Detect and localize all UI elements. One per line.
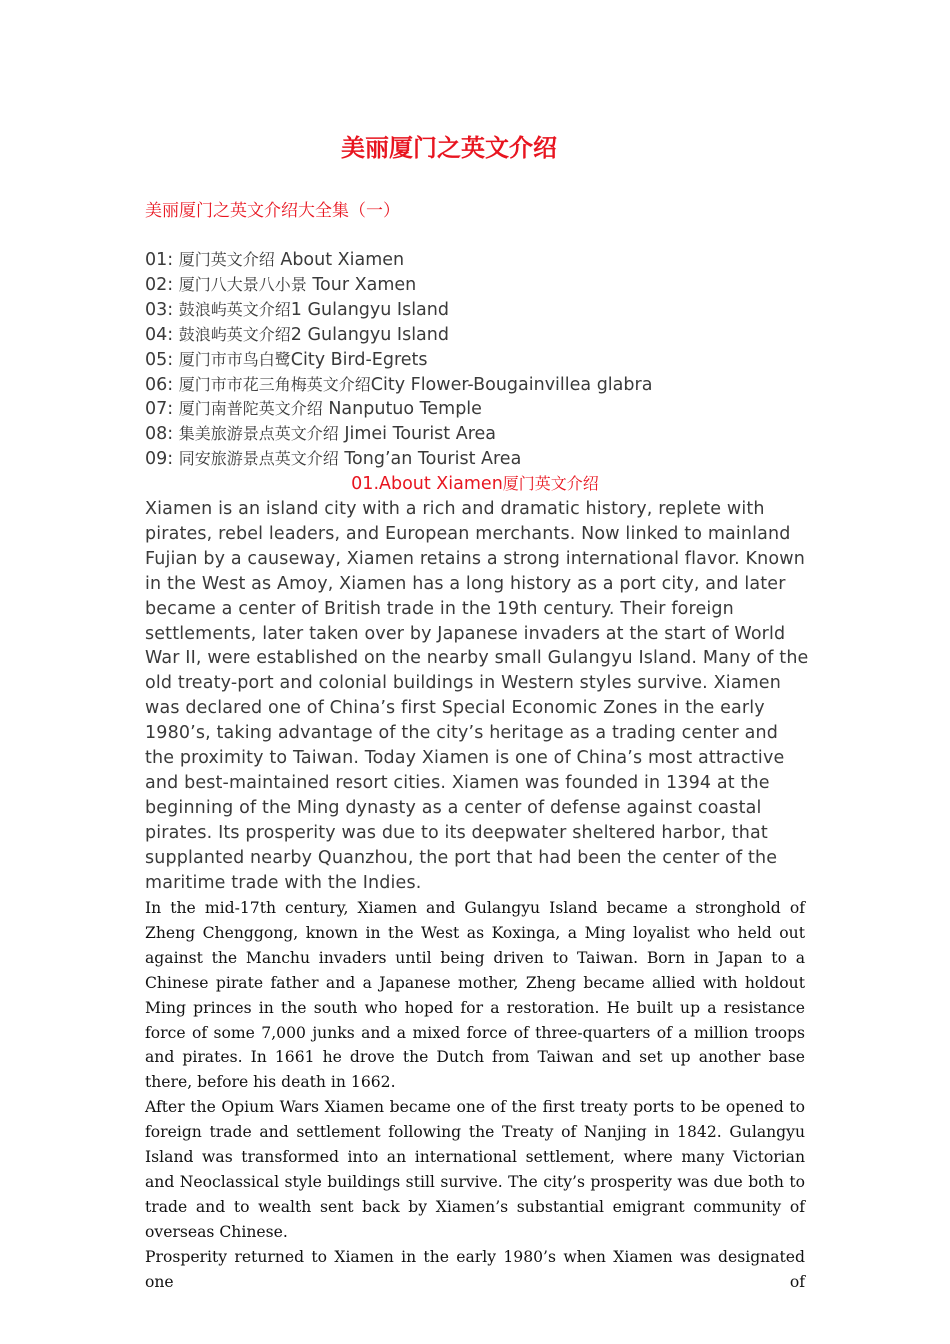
- section-heading-chinese: 厦门英文介绍: [502, 474, 599, 493]
- toc-english-title: Nanputuo Temple: [328, 399, 482, 420]
- toc-english-title: City Flower-Bougainvillea glabra: [370, 374, 653, 395]
- toc-english-title: 2 Gulangyu Island: [290, 324, 449, 345]
- toc-item: [145, 323, 652, 348]
- toc-chinese-title: 同安旅游景点英文介绍: [178, 449, 339, 469]
- page-subtitle: 美丽厦门之英文介绍大全集（一）: [145, 201, 400, 221]
- toc-chinese-title: 厦门市市花三角梅英文介绍: [178, 374, 371, 394]
- toc-chinese-title: 厦门八大景八小景: [178, 274, 307, 294]
- intro-paragraph: Xiamen is an island city with a rich and dramatic history, replete with pirates, rebel leaders, and European merchants. Now linked to mainland Fujian by a causeway, Xiamen retains a strong international flavor. Known in the West as Amoy, Xiamen has a long history as a port city, and later became a center of British trade in the 19th century. Their foreign settlements, later taken over by Japanese invaders at the start of World War II, were established on the nearby small Gulangyu Island. Many of the old treaty-port and colonial buildings in Western styles survive. Xiamen was declared one of China’s first Special Economic Zones in the early 1980’s, taking advantage of the city’s heritage as a trading center and the proximity to Taiwan. Today Xiamen is one of China’s most attractive and best-maintained resort cities. Xiamen was founded in 1394 at the beginning of the Ming dynasty as a center of defense against coastal pirates. Its prosperity was due to its deepwater sheltered harbor, that supplanted nearby Quanzhou, the port that had been the center of the maritime trade with the Indies.: [145, 499, 809, 893]
- opium-wars-paragraph: After the Opium Wars Xiamen became one of the first treaty ports to be opened to foreign trade and settlement following the Treaty of Nanjing in 1842. Gulangyu Island was transformed into an international settlement, where many Victorian and Neoclassical style buildings still survive. The city’s prosperity was due both to trade and to wealth sent back by Xiamen’s substantial emigrant community of overseas Chinese.: [145, 1098, 805, 1241]
- toc-chinese-title: 鼓浪屿英文介绍: [178, 299, 291, 319]
- prosperity-paragraph: Prosperity returned to Xiamen in the early 1980’s when Xiamen was designated one of: [145, 1247, 805, 1291]
- zheng-chenggong-paragraph: In the mid-17th century, Xiamen and Gulangyu Island became a stronghold of Zheng Chenggong, known in the West as Koxinga, a Ming loyalist who held out against the Manchu invaders until being driven to Taiwan. Born in Japan to a Chinese pirate father and a Japanese mother, Zheng became allied with holdout Ming princes in the south who hoped for a restoration. He built up a resistance force of some 7,000 junks and a mixed force of three-quarters of a million troops and pirates. In 1661 he drove the Dutch from Taiwan and set up another base there, before his death in 1662.: [145, 899, 805, 1092]
- toc-chinese-title: 集美旅游景点英文介绍: [178, 424, 339, 444]
- toc-item: [145, 373, 652, 398]
- toc-chinese-title: 厦门市市鸟白鹭: [178, 349, 291, 369]
- toc-number: 03:: [145, 299, 174, 320]
- toc-number: 04:: [145, 324, 174, 345]
- toc-item: [145, 348, 652, 373]
- toc-number: 09:: [145, 449, 174, 470]
- section-heading: [145, 472, 805, 497]
- table-of-contents: [145, 248, 652, 472]
- toc-number: 07:: [145, 399, 174, 420]
- toc-english-title: 1 Gulangyu Island: [290, 299, 449, 320]
- toc-chinese-title: 厦门南普陀英文介绍: [178, 399, 323, 419]
- toc-item: [145, 248, 652, 273]
- toc-number: 02:: [145, 274, 174, 295]
- history-text: [145, 896, 805, 1291]
- page-title: 美丽厦门之英文介绍: [341, 133, 557, 162]
- toc-chinese-title: 厦门英文介绍: [178, 250, 275, 269]
- toc-english-title: Tong’an Tourist Area: [344, 449, 522, 470]
- toc-chinese-title: 鼓浪屿英文介绍: [178, 324, 291, 344]
- toc-number: 05:: [145, 349, 174, 370]
- toc-item: [145, 397, 652, 422]
- toc-item: [145, 447, 652, 472]
- toc-number: 08:: [145, 424, 174, 445]
- toc-number: 06:: [145, 374, 174, 395]
- toc-english-title: About Xiamen: [280, 250, 405, 270]
- toc-number: 01:: [145, 250, 174, 270]
- section-heading-english: 01.About Xiamen: [351, 474, 503, 494]
- toc-english-title: Jimei Tourist Area: [344, 424, 496, 445]
- toc-item: [145, 273, 652, 298]
- toc-item: [145, 422, 652, 447]
- toc-english-title: City Bird-Egrets: [290, 349, 428, 370]
- toc-english-title: Tour Xamen: [312, 274, 417, 295]
- toc-item: [145, 298, 652, 323]
